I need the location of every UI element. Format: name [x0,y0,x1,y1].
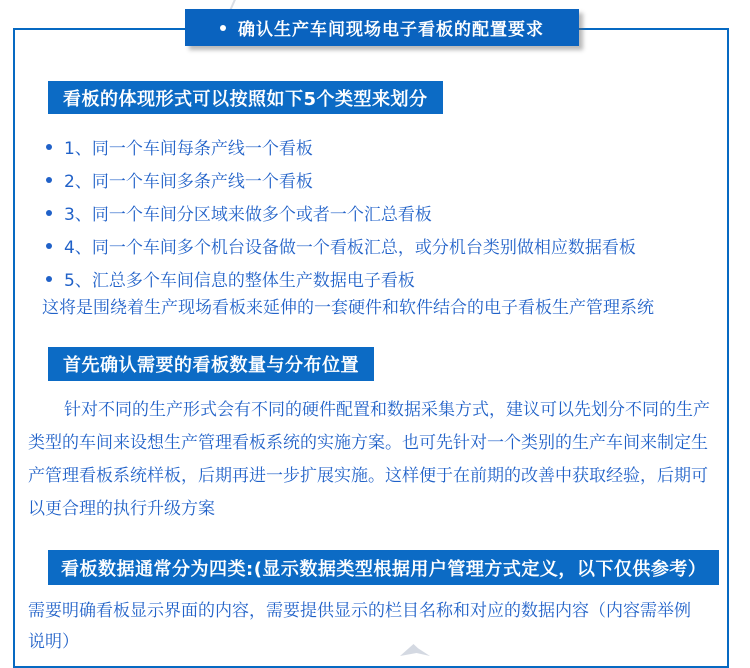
list-item [46,196,636,229]
bullet-icon [46,243,52,249]
list-item-text: 3、同一个车间分区域来做多个或者一个汇总看板 [64,205,432,225]
section-heading-kanban-types [48,81,443,114]
list-item [46,229,636,262]
list-item [46,130,636,163]
quantity-location-paragraph: 针对不同的生产形式会有不同的硬件配置和数据采集方式，建议可以先划分不同的生产类型的车间来设想生产管理看板系统的实施方案。也可先针对一个类别的生产车间来制定生产管理看板系统样板，后期再进一步扩展实施。这样便于在前期的改善中获取经验，后期可以更合理的执行升级方案 [28,400,710,519]
list-item [46,262,636,295]
data-categories-paragraph: 需要明确看板显示界面的内容，需要提供显示的栏目名称和对应的数据内容（内容需举例说明） [28,601,691,652]
list-item-text: 2、同一个车间多条产线一个看板 [64,172,313,192]
section-heading-text: 看板数据通常分为四类:(显示数据类型根据用户管理方式定义，以下仅供参考） [61,558,707,580]
bullet-icon [46,210,52,216]
section-heading-text: 首先确认需要的看板数量与分布位置 [63,355,359,376]
kanban-system-note: 这将是围绕着生产现场看板来延伸的一套硬件和软件结合的电子看板生产管理系统 [42,298,654,318]
section-heading-text: 看板的体现形式可以按照如下5个类型来划分 [63,88,428,110]
kanban-type-list [46,130,636,295]
list-item [46,163,636,196]
title-bullet-icon [220,25,226,31]
bullet-icon [46,276,52,282]
page-title-bar [185,9,579,46]
section-heading-quantity-location [48,347,374,381]
page-title: 确认生产车间现场电子看板的配置要求 [238,20,544,40]
bullet-icon [46,177,52,183]
list-item-text: 1、同一个车间每条产线一个看板 [64,139,313,159]
section-heading-data-categories [48,550,719,585]
list-item-text: 4、同一个车间多个机台设备做一个看板汇总，或分机台类别做相应数据看板 [64,238,636,258]
list-item-text: 5、汇总多个车间信息的整体生产数据电子看板 [64,271,415,291]
bullet-icon [46,144,52,150]
